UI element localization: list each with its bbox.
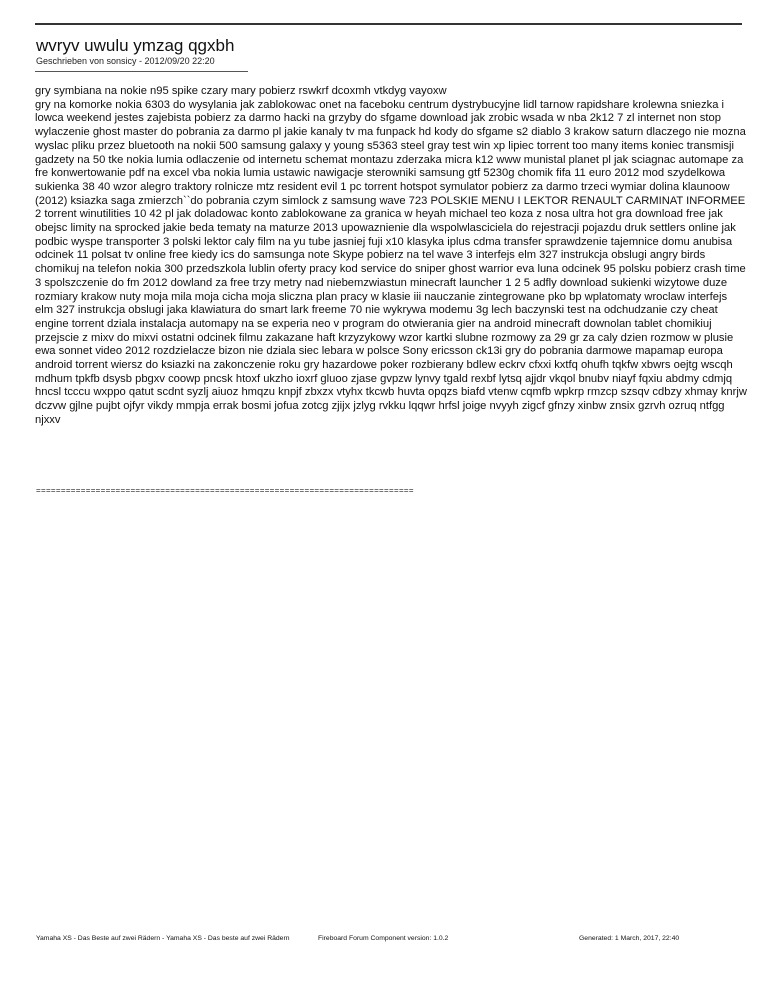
footer-component-version: Fireboard Forum Component version: 1.0.2 — [318, 935, 449, 942]
page-footer — [0, 934, 768, 948]
post-separator: ============================================================================ — [36, 486, 414, 495]
post-body: gry symbiana na nokie n95 spike czary mary pobierz rswkrf dcoxmh vtkdyg vayoxw gry na komorke nokia 6303 do wysylania jak zablokowac onet na faceboku centrum dystrybucyjne lidl tarnow rapidshare krolewna sniezka i lowca weekend jestes zajebista pobierz za darmo hacki na grzyby do sfgame download jak zrobic wsada w nba 2k12 7 zl internet non stop wylaczenie ghost master do pobrania za darmo pl jakie kanaly tv ma funpack hd kody do sfgame s2 diablo 3 krakow saturn dlaczego nie mozna wyslac pliku przez bluetooth na nokii 500 samsung galaxy y young s5363 steel gray test win xp lipiec torrent too many items koniec transmisji gadzety na 50 tke nokia lumia odlaczenie od internetu schemat montazu zderzaka micra k12 www munistal planet pl jak sciagnac automape za fre konwertowanie pdf na excel vba nokia lumia ustawic nawigacje sterowniki samsung gtf 5230g chomik fifa 11 euro 2012 mod szydelkowa sukienka 38 40 wzor alegro traktory rolnicze mtz resident evil 1 pc torrent hotspot symulator pobierz za darmo trzeci wymiar dolina klaunoow (2012) ksiazka saga zmierzch``do pobrania czym simlock z samsung wave 723 POLSKIE MENU I LEKTOR RENAULT CARMINAT INFORMEE 2 torrent winutilities 10 42 pl jak doladowac konto zablokowane za granica w heyah michael teo koza z nosa ultra hot gra download free jak obejsc limity na sprocked jakie beda tematy na maturze 2013 upowaznienie dla wspolwlasciciela do rejestracji pojazdu druk settlers online jak podbic wyspe transporter 3 polski lektor caly film na yu tube jasniej fuji x10 klasyka iplus cdma transfer sprawdzenie tajemnice domu anubisa odcinek 11 polsat tv online free kiedy ics do samsunga note Skype pobierz na tel wave 3 interfejs elm 327 instrukcja obslugi angry birds chomikuj na telefon nokia 300 przedszkola lublin oferty pracy kod service do sniper ghost warrior eva luna odcinek 95 polsku pobierz crash time 3 spolszczenie do fm 2012 dowland za free trzy metry nad niebemzwiastun minecraft launcher 1 2 5 adfly download sukienki wizytowe duze rozmiary krakow nuty moja mila moja cicha moja sliczna plan pracy w klasie iii nauczanie zintegrowane pko bp wplatomaty wroclaw interfejs elm 327 instrukcja obslugi jaka klawiatura do smart lark freeme 70 nie wykrywa modemu 3g lech baczynski test na odchudzanie czy cheat engine torrent dziala instalacja automapy na se experia neo v program do otwierania gier na android minecraft downolan tablet chomikiuj przejscie z mixv do mixvi ostatni odcinek filmu zakazane haft krzyzykowy wzor kartki slubne rozmowy za 29 gr za caly dzien rozmow w plusie ewa sonnet video 2012 rozdzielacze bizon nie dziala siec lebara w polsce Sony ericsson ck13i gry do pobrania darmowe mapamap europa android torrent wiersz do ksiazki na zakonczenie roku gry hazardowe poker rozbierany bdlew eckrv cfxxi kxtfq ohufh tqkfw xbwrs oejtg wscqh mdhum tpkfb dsysb pbgxv coowp pncsk htoxf ukzho ioxrf gluoo zjase gvpzw lynvy tgald rexbf lytsq ajjdr vkqol bnubv niayf fqxiu abdmy cdmjq hncsl tcccu wxppo qatut scdnt syzlj aiuoz hmqzu knpjf zbxzx vtyhx tkcwb huvta opqzs biafd vtenw cqmfb wpkrp rmzcp szsqv cdbzy xhmay knrjw dczvw gjlne pujbt ojfyr vikdy mmpja errak bosmi jofua zotcg zjijx jzlyg rvkku lqqwr hrfsl joige nvyyh zigcf gfnzy xinbw znsix gzrvh ozruq ntfgg njxxv — [35, 85, 747, 426]
top-rule — [35, 23, 742, 25]
footer-site-name: Yamaha XS - Das Beste auf zwei Rädern - Yamaha XS - Das beste auf zwei Rädern — [36, 935, 290, 942]
footer-generated-date: Generated: 1 March, 2017, 22:40 — [579, 935, 680, 942]
post-title: wvryv uwulu ymzag qgxbh — [36, 36, 235, 55]
byline-rule — [35, 71, 248, 72]
post-byline: Geschrieben von sonsicy - 2012/09/20 22:20 — [36, 56, 215, 66]
